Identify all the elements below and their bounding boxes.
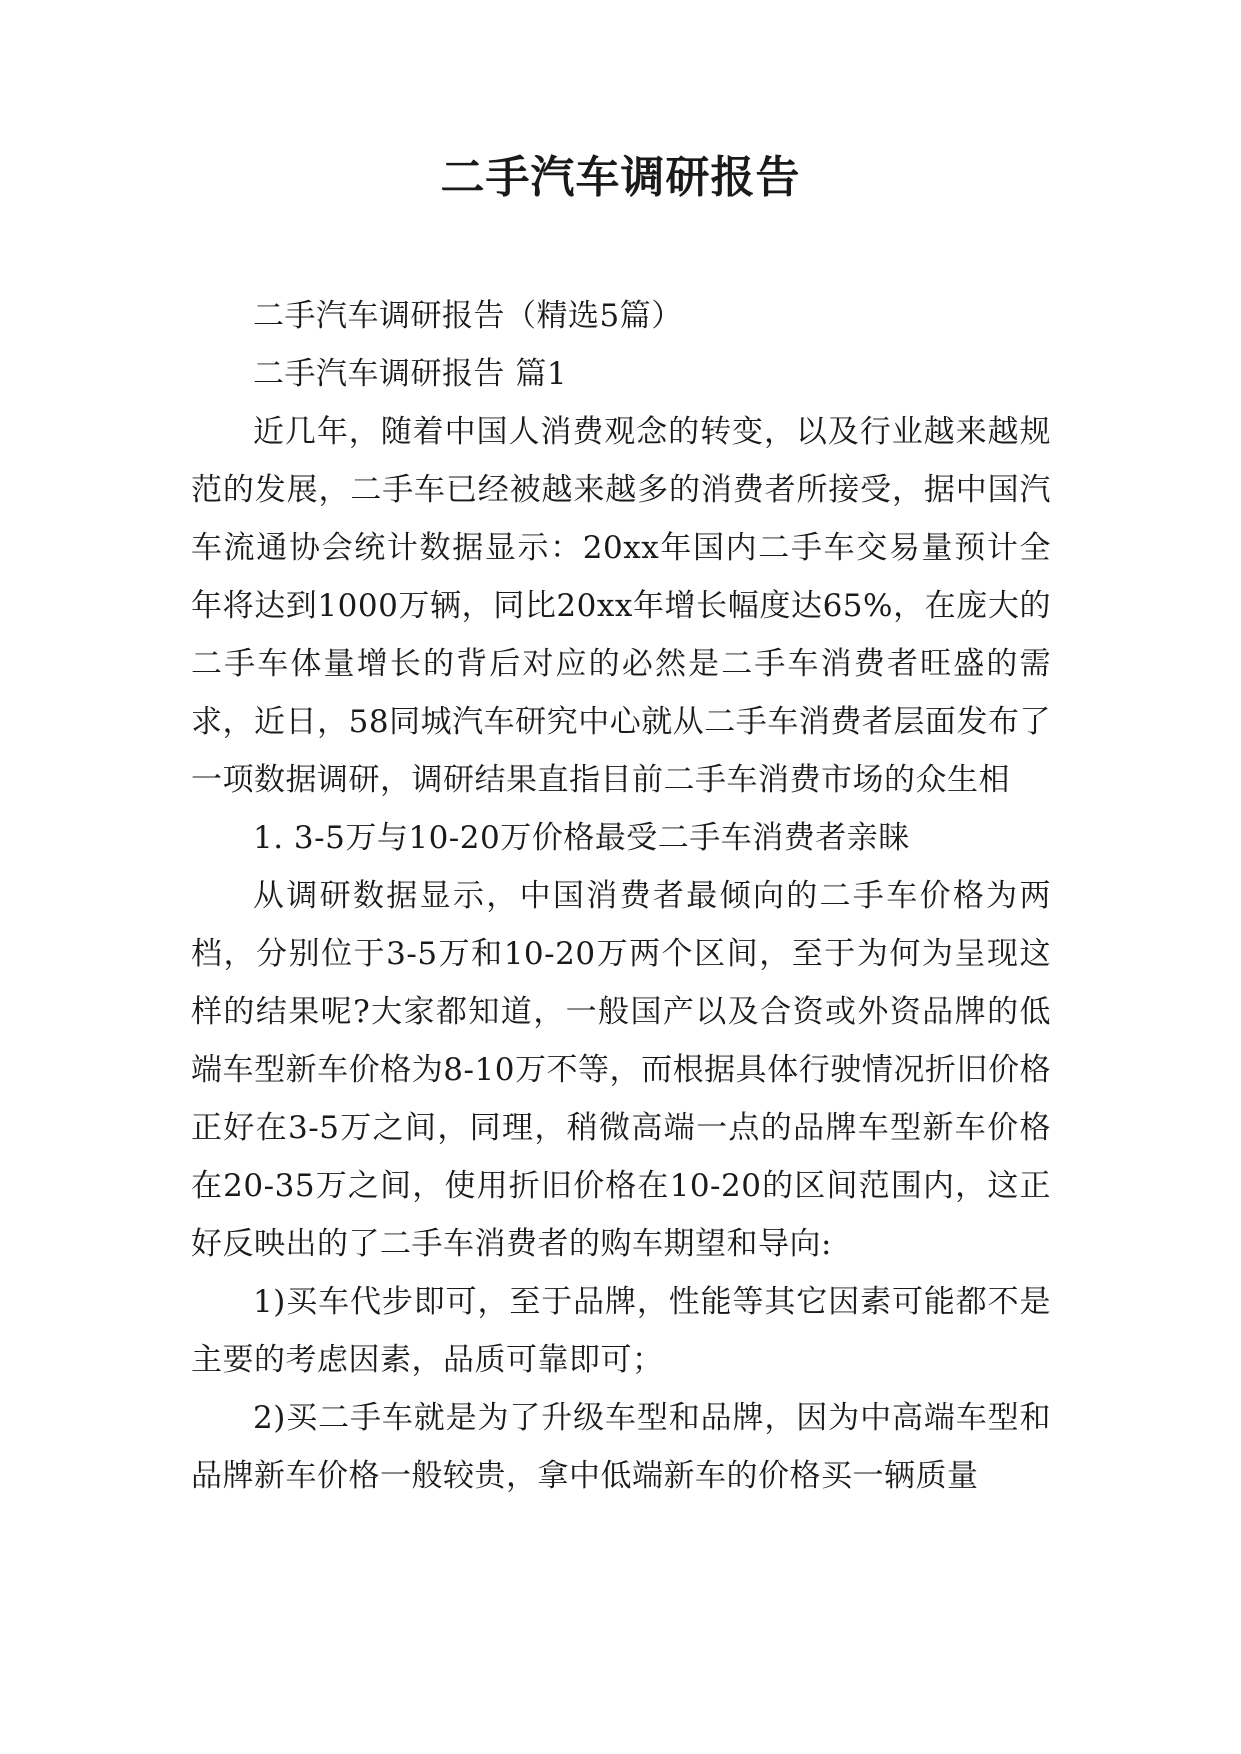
list-item: 2)买二手车就是为了升级车型和品牌，因为中高端车型和品牌新车价格一般较贵，拿中低端新车的价格买一辆质量 [191,1400,1051,1494]
point-heading: 1. 3-5万与10-20万价格最受二手车消费者亲睐 [253,820,910,856]
intro-paragraph: 近几年，随着中国人消费观念的转变，以及行业越来越规范的发展，二手车已经被越来越多的消费者所接受，据中国汽车流通协会统计数据显示：20xx年国内二手车交易量预计全年将达到1000万辆，同比20xx年增长幅度达65%，在庞大的二手车体量增长的背后对应的必然是二手车消费者旺盛的需求，近日，58同城汽车研究中心就从二手车消费者层面发布了一项数据调研，调研结果直指目前二手车消费市场的众生相 [191,414,1051,798]
section-heading: 二手汽车调研报告 篇1 [253,356,568,392]
list-item: 1)买车代步即可，至于品牌，性能等其它因素可能都不是主要的考虑因素，品质可靠即可； [191,1284,1051,1378]
subtitle-paragraph: 二手汽车调研报告（精选5篇） [253,298,683,334]
analysis-paragraph: 从调研数据显示，中国消费者最倾向的二手车价格为两档，分别位于3-5万和10-20万两个区间，至于为何为呈现这样的结果呢?大家都知道，一般国产以及合资或外资品牌的低端车型新车价格为8-10万不等，而根据具体行驶情况折旧价格正好在3-5万之间，同理，稍微高端一点的品牌车型新车价格在20-35万之间，使用折旧价格在10-20的区间范围内，这正好反映出的了二手车消费者的购车期望和导向: [191,878,1051,1262]
document-body [191,287,1051,1505]
document-title: 二手汽车调研报告 [440,152,801,203]
